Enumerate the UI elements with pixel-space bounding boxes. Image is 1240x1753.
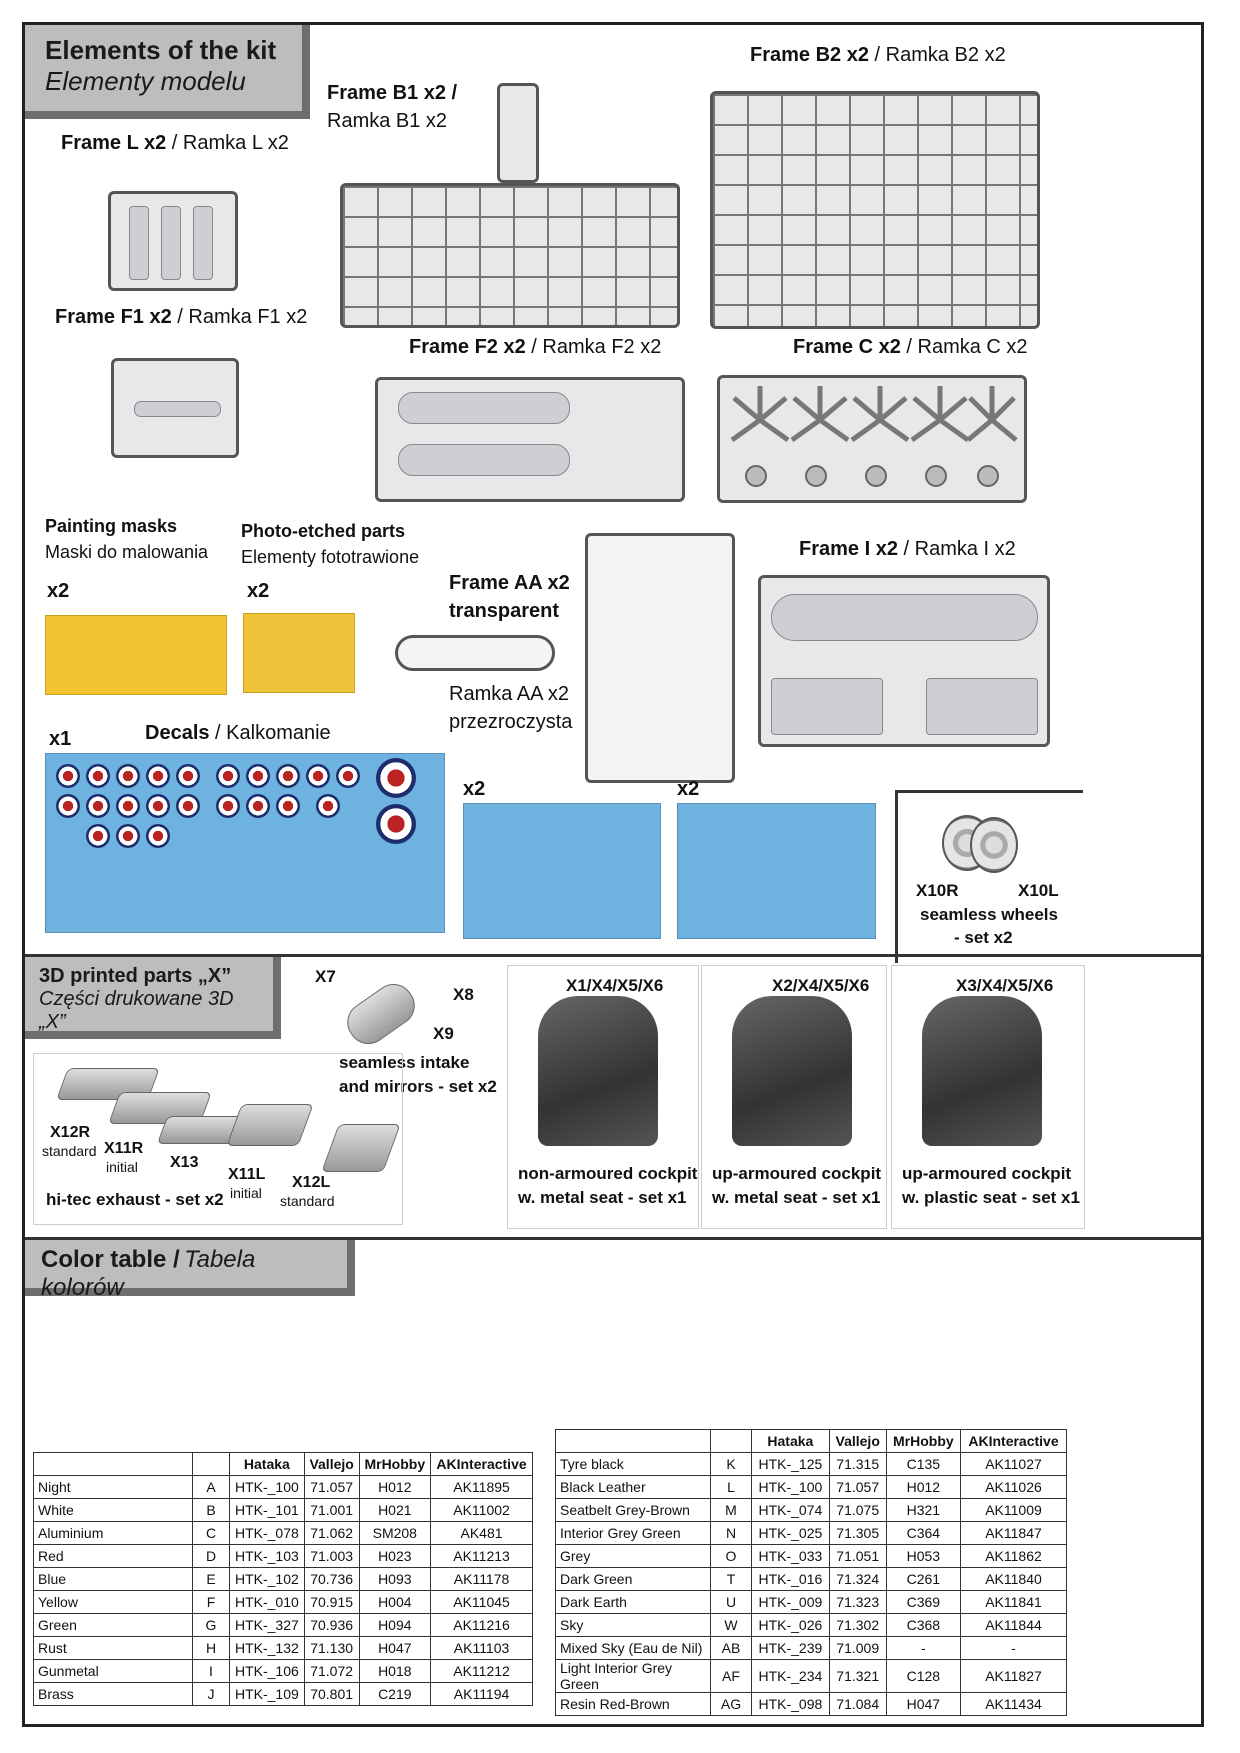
paint-ref-cell: AK11027 <box>961 1453 1067 1476</box>
wheels-desc-1: seamless wheels <box>920 905 1058 924</box>
paint-ref-cell: HTK-_026 <box>752 1614 830 1637</box>
paint-ref-cell: C369 <box>886 1591 960 1614</box>
paint-ref-cell: 71.001 <box>304 1499 359 1522</box>
paint-ref-cell: HTK-_010 <box>230 1591 305 1614</box>
paint-ref-cell: C135 <box>886 1453 960 1476</box>
col-hataka: Hataka <box>230 1453 305 1476</box>
paint-ref-cell: 71.302 <box>829 1614 886 1637</box>
paint-ref-cell: 70.736 <box>304 1568 359 1591</box>
frame-b1-label: Frame B1 x2 / Ramka B1 x2 <box>327 82 458 132</box>
table-row <box>556 1499 1067 1522</box>
cockpit-1-seat <box>538 996 658 1146</box>
paint-ref-cell: HTK-_132 <box>230 1637 305 1660</box>
decals-qty-2: x2 <box>463 778 486 800</box>
color-code-cell: U <box>711 1591 752 1614</box>
paint-ref-cell: HTK-_025 <box>752 1522 830 1545</box>
table-header-row <box>34 1453 533 1476</box>
paint-ref-cell: AK11178 <box>431 1568 533 1591</box>
table-row <box>34 1683 533 1706</box>
frame-c-label: Frame C x2 / Ramka C x2 <box>793 336 1028 358</box>
paint-ref-cell: HTK-_009 <box>752 1591 830 1614</box>
paint-ref-cell: H023 <box>359 1545 431 1568</box>
paint-ref-cell: AK11844 <box>961 1614 1067 1637</box>
paint-ref-cell: - <box>886 1637 960 1660</box>
paint-ref-cell: HTK-_106 <box>230 1660 305 1683</box>
color-name-cell: Sky <box>556 1614 711 1637</box>
paint-ref-cell: HTK-_125 <box>752 1453 830 1476</box>
table-row <box>34 1614 533 1637</box>
x11l-sub: initial <box>230 1185 262 1201</box>
paint-ref-cell: H047 <box>359 1637 431 1660</box>
x13-label: X13 <box>170 1154 199 1171</box>
color-name-cell: Yellow <box>34 1591 193 1614</box>
decals-qty-3: x2 <box>677 778 700 800</box>
paint-ref-cell: AK11827 <box>961 1660 1067 1693</box>
main-decal-sheet <box>45 753 445 933</box>
table-row <box>556 1660 1067 1693</box>
color-name-cell: Light Interior Grey Green <box>556 1660 711 1693</box>
paint-ref-cell: 71.051 <box>829 1545 886 1568</box>
color-name-cell: Dark Earth <box>556 1591 711 1614</box>
color-code-cell: AF <box>711 1660 752 1693</box>
frame-b1-sprue <box>340 183 680 328</box>
paint-ref-cell: 71.130 <box>304 1637 359 1660</box>
table-row <box>34 1591 533 1614</box>
paint-ref-cell: H093 <box>359 1568 431 1591</box>
x7-label: X7 <box>315 967 336 986</box>
color-name-cell: Resin Red-Brown <box>556 1693 711 1716</box>
paint-ref-cell: C364 <box>886 1522 960 1545</box>
frame-b2-sprue <box>710 91 1040 329</box>
color-name-cell: Tyre black <box>556 1453 711 1476</box>
paint-ref-cell: AK11002 <box>431 1499 533 1522</box>
color-table-left <box>33 1452 533 1706</box>
cockpit-1 <box>507 965 699 1229</box>
color-code-cell: I <box>193 1660 230 1683</box>
x9-label: X9 <box>433 1024 454 1043</box>
paint-ref-cell: 70.801 <box>304 1683 359 1706</box>
color-code-cell: AG <box>711 1693 752 1716</box>
paint-ref-cell: AK11212 <box>431 1660 533 1683</box>
paint-ref-cell: 71.324 <box>829 1568 886 1591</box>
frame-b2-label: Frame B2 x2 / Ramka B2 x2 <box>750 44 1006 66</box>
exhaust-group <box>33 1053 403 1225</box>
color-code-cell: A <box>193 1476 230 1499</box>
table-row <box>556 1568 1067 1591</box>
frame-i-sprue <box>758 575 1050 747</box>
table-row <box>34 1660 533 1683</box>
paint-ref-cell: AK11434 <box>961 1693 1067 1716</box>
table-row <box>556 1453 1067 1476</box>
table-row <box>556 1476 1067 1499</box>
color-code-cell: H <box>193 1637 230 1660</box>
paint-ref-cell: - <box>961 1637 1067 1660</box>
paint-ref-cell: 71.315 <box>829 1453 886 1476</box>
exhaust-x12l <box>321 1124 400 1172</box>
paint-ref-cell: HTK-_074 <box>752 1499 830 1522</box>
color-code-cell: L <box>711 1476 752 1499</box>
paint-ref-cell: C261 <box>886 1568 960 1591</box>
frame-aa-canopy <box>395 635 555 671</box>
paint-ref-cell: HTK-_078 <box>230 1522 305 1545</box>
table-row <box>34 1637 533 1660</box>
decals-label: Decals / Kalkomanie <box>145 722 331 744</box>
color-name-cell: Black Leather <box>556 1476 711 1499</box>
color-name-cell: White <box>34 1499 193 1522</box>
paint-ref-cell: H047 <box>886 1693 960 1716</box>
paint-ref-cell: AK11840 <box>961 1568 1067 1591</box>
color-code-cell: F <box>193 1591 230 1614</box>
cockpit-2-desc-1: up-armoured cockpit <box>712 1164 882 1183</box>
paint-ref-cell: HTK-_033 <box>752 1545 830 1568</box>
cockpit-3 <box>891 965 1085 1229</box>
paint-ref-cell: HTK-_103 <box>230 1545 305 1568</box>
printed-title-pl: Części drukowane 3D „X” <box>39 988 234 1033</box>
table-row <box>34 1522 533 1545</box>
kit-elements-header <box>25 25 310 119</box>
color-name-cell: Gunmetal <box>34 1660 193 1683</box>
painting-mask-sheet <box>45 615 227 695</box>
paint-ref-cell: AK11216 <box>431 1614 533 1637</box>
col-vallejo: Vallejo <box>829 1430 886 1453</box>
frame-b1-top-arm <box>497 83 539 183</box>
pe-qty: x2 <box>247 580 270 602</box>
paint-ref-cell: 70.915 <box>304 1591 359 1614</box>
frame-i-label: Frame I x2 / Ramka I x2 <box>799 538 1016 560</box>
intake-part <box>339 976 422 1052</box>
table-row <box>34 1499 533 1522</box>
paint-ref-cell: 70.936 <box>304 1614 359 1637</box>
col-hataka: Hataka <box>752 1430 830 1453</box>
paint-ref-cell: AK11862 <box>961 1545 1067 1568</box>
x11l-label: X11L <box>228 1166 266 1183</box>
masks-label: Painting masks Maski do malowania <box>45 516 209 563</box>
exhaust-x11l <box>226 1104 313 1146</box>
color-table-right <box>555 1429 1067 1716</box>
paint-ref-cell: 71.075 <box>829 1499 886 1522</box>
color-name-cell: Red <box>34 1545 193 1568</box>
table-row <box>556 1614 1067 1637</box>
color-code-cell: B <box>193 1499 230 1522</box>
wheel-l-code: X10L <box>1018 881 1059 900</box>
cockpit-3-seat <box>922 996 1042 1146</box>
paint-ref-cell: HTK-_098 <box>752 1693 830 1716</box>
paint-ref-cell: AK11194 <box>431 1683 533 1706</box>
color-name-cell: Seatbelt Grey-Brown <box>556 1499 711 1522</box>
table-row <box>556 1693 1067 1716</box>
col-akinteractive: AKInteractive <box>431 1453 533 1476</box>
color-code-cell: T <box>711 1568 752 1591</box>
printed-parts-header <box>25 957 281 1039</box>
frame-aa-label-pl: Ramka AA x2 przezroczysta <box>449 683 573 733</box>
table-row <box>34 1568 533 1591</box>
color-code-cell: O <box>711 1545 752 1568</box>
frame-aa-label: Frame AA x2 transparent <box>449 572 570 622</box>
paint-ref-cell: HTK-_101 <box>230 1499 305 1522</box>
frame-f1-label: Frame F1 x2 / Ramka F1 x2 <box>55 306 308 328</box>
paint-ref-cell: H021 <box>359 1499 431 1522</box>
color-code-cell: W <box>711 1614 752 1637</box>
paint-ref-cell: H018 <box>359 1660 431 1683</box>
color-name-cell: Green <box>34 1614 193 1637</box>
paint-ref-cell: AK11026 <box>961 1476 1067 1499</box>
paint-ref-cell: H053 <box>886 1545 960 1568</box>
decals-qty: x1 <box>49 728 72 750</box>
exhaust-desc: hi-tec exhaust - set x2 <box>46 1190 224 1209</box>
paint-ref-cell: 71.072 <box>304 1660 359 1683</box>
cockpit-1-code: X1/X4/X5/X6 <box>566 976 664 995</box>
cockpit-2-desc-2: w. metal seat - set x1 <box>712 1188 881 1207</box>
paint-ref-cell: H094 <box>359 1614 431 1637</box>
wheels-box <box>895 790 1083 963</box>
col-mrhobby: MrHobby <box>359 1453 431 1476</box>
pe-label: Photo-etched parts Elementy fototrawione <box>241 521 420 568</box>
frame-f2-sprue <box>375 377 685 502</box>
color-code-cell: AB <box>711 1637 752 1660</box>
cockpit-1-desc-1: non-armoured cockpit <box>518 1164 698 1183</box>
color-code-cell: D <box>193 1545 230 1568</box>
printed-title-en: 3D printed parts „X” <box>39 965 232 987</box>
instruction-page <box>22 22 1204 1727</box>
paint-ref-cell: C219 <box>359 1683 431 1706</box>
color-name-cell: Blue <box>34 1568 193 1591</box>
wheels-desc-2: - set x2 <box>954 928 1013 947</box>
paint-ref-cell: H012 <box>359 1476 431 1499</box>
pe-fret <box>243 613 355 693</box>
x11r-sub: initial <box>106 1159 138 1175</box>
cockpit-3-desc-2: w. plastic seat - set x1 <box>902 1188 1080 1207</box>
color-code-cell: J <box>193 1683 230 1706</box>
cockpit-2-code: X2/X4/X5/X6 <box>772 976 870 995</box>
paint-ref-cell: 71.057 <box>829 1476 886 1499</box>
frame-l-label: Frame L x2 / Ramka L x2 <box>61 132 289 154</box>
paint-ref-cell: C128 <box>886 1660 960 1693</box>
x12l-sub: standard <box>280 1193 335 1209</box>
paint-ref-cell: AK11841 <box>961 1591 1067 1614</box>
wheel-left <box>970 817 1018 873</box>
color-table-title-en: Color table / <box>41 1246 180 1273</box>
color-name-cell: Interior Grey Green <box>556 1522 711 1545</box>
paint-ref-cell: 71.323 <box>829 1591 886 1614</box>
color-name-cell: Brass <box>34 1683 193 1706</box>
color-name-cell: Rust <box>34 1637 193 1660</box>
col-akinteractive: AKInteractive <box>961 1430 1067 1453</box>
color-code-cell: K <box>711 1453 752 1476</box>
paint-ref-cell: AK11847 <box>961 1522 1067 1545</box>
x12r-sub: standard <box>42 1143 97 1159</box>
color-code-cell: M <box>711 1499 752 1522</box>
paint-ref-cell: 71.321 <box>829 1660 886 1693</box>
paint-ref-cell: HTK-_234 <box>752 1660 830 1693</box>
frame-f2-label: Frame F2 x2 / Ramka F2 x2 <box>409 336 662 358</box>
color-table-header <box>25 1240 355 1301</box>
table-row <box>556 1545 1067 1568</box>
frame-c-sprue <box>717 375 1027 503</box>
paint-ref-cell: H321 <box>886 1499 960 1522</box>
stencil-decal-sheet-2 <box>677 803 876 939</box>
paint-ref-cell: HTK-_100 <box>752 1476 830 1499</box>
kit-title-en: Elements of the kit <box>45 35 277 65</box>
paint-ref-cell: 71.084 <box>829 1693 886 1716</box>
color-code-cell: G <box>193 1614 230 1637</box>
paint-ref-cell: SM208 <box>359 1522 431 1545</box>
paint-ref-cell: AK11103 <box>431 1637 533 1660</box>
propeller-parts <box>720 378 1024 500</box>
col-mrhobby: MrHobby <box>886 1430 960 1453</box>
col-vallejo: Vallejo <box>304 1453 359 1476</box>
masks-qty: x2 <box>47 580 70 602</box>
paint-ref-cell: HTK-_109 <box>230 1683 305 1706</box>
cockpit-2 <box>701 965 887 1229</box>
color-name-cell: Aluminium <box>34 1522 193 1545</box>
frame-l-sprue <box>108 191 238 291</box>
table-row <box>34 1476 533 1499</box>
paint-ref-cell: C368 <box>886 1614 960 1637</box>
paint-ref-cell: H012 <box>886 1476 960 1499</box>
paint-ref-cell: HTK-_239 <box>752 1637 830 1660</box>
paint-ref-cell: HTK-_327 <box>230 1614 305 1637</box>
intake-desc-2: and mirrors - set x2 <box>339 1077 497 1096</box>
table-row <box>556 1591 1067 1614</box>
x12l-label: X12L <box>292 1174 331 1191</box>
wheel-r-code: X10R <box>916 881 959 900</box>
paint-ref-cell: 71.003 <box>304 1545 359 1568</box>
cockpit-1-desc-2: w. metal seat - set x1 <box>518 1188 687 1207</box>
table-row <box>556 1637 1067 1660</box>
table-row <box>34 1545 533 1568</box>
frame-aa-sprue <box>585 533 735 783</box>
color-name-cell: Grey <box>556 1545 711 1568</box>
cockpit-3-desc-1: up-armoured cockpit <box>902 1164 1072 1183</box>
cockpit-2-seat <box>732 996 852 1146</box>
stencil-decal-sheet-1 <box>463 803 661 939</box>
paint-ref-cell: AK11045 <box>431 1591 533 1614</box>
table-header-row <box>556 1430 1067 1453</box>
color-code-cell: C <box>193 1522 230 1545</box>
paint-ref-cell: 71.009 <box>829 1637 886 1660</box>
paint-ref-cell: 71.305 <box>829 1522 886 1545</box>
paint-ref-cell: AK11213 <box>431 1545 533 1568</box>
color-name-cell: Night <box>34 1476 193 1499</box>
color-code-cell: N <box>711 1522 752 1545</box>
x8-label: X8 <box>453 985 474 1004</box>
paint-ref-cell: HTK-_100 <box>230 1476 305 1499</box>
paint-ref-cell: 71.062 <box>304 1522 359 1545</box>
color-table-title-pl: Tabela kolorów <box>41 1246 256 1301</box>
paint-ref-cell: HTK-_102 <box>230 1568 305 1591</box>
color-name-cell: Dark Green <box>556 1568 711 1591</box>
color-code-cell: E <box>193 1568 230 1591</box>
x11r-label: X11R <box>104 1140 144 1157</box>
table-row <box>556 1522 1067 1545</box>
cockpit-3-code: X3/X4/X5/X6 <box>956 976 1054 995</box>
paint-ref-cell: AK11895 <box>431 1476 533 1499</box>
paint-ref-cell: H004 <box>359 1591 431 1614</box>
paint-ref-cell: AK481 <box>431 1522 533 1545</box>
kit-title-pl: Elementy modelu <box>45 66 246 96</box>
x12r-label: X12R <box>50 1124 91 1141</box>
color-name-cell: Mixed Sky (Eau de Nil) <box>556 1637 711 1660</box>
frame-f1-sprue <box>111 358 239 458</box>
paint-ref-cell: HTK-_016 <box>752 1568 830 1591</box>
intake-desc-1: seamless intake <box>339 1053 470 1072</box>
paint-ref-cell: 71.057 <box>304 1476 359 1499</box>
paint-ref-cell: AK11009 <box>961 1499 1067 1522</box>
